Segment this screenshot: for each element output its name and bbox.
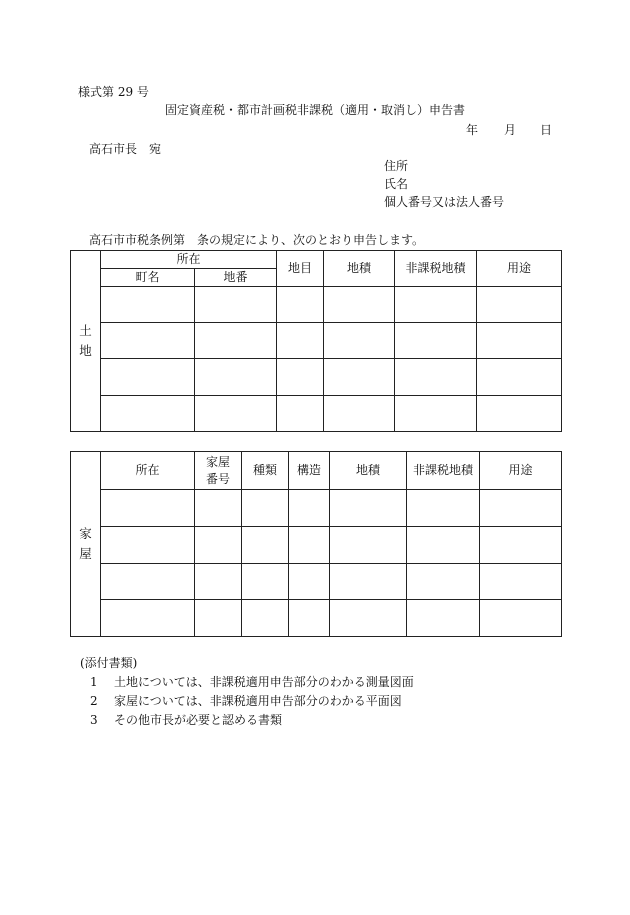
- house-cell[interactable]: [289, 564, 330, 600]
- land-location-header: 所在: [101, 251, 277, 269]
- house-use-header: 用途: [480, 452, 562, 490]
- house-area-header: 地積: [330, 452, 407, 490]
- land-side-label: 土 地: [71, 251, 101, 432]
- land-use-header: 用途: [477, 251, 562, 287]
- land-row: [71, 396, 562, 432]
- attachment-text: その他市長が必要と認める書類: [114, 713, 283, 727]
- date-year-label: 年: [466, 123, 479, 137]
- house-cell[interactable]: [289, 600, 330, 637]
- house-cell[interactable]: [101, 600, 195, 637]
- attachment-number: 3: [90, 713, 98, 727]
- land-cell[interactable]: [101, 396, 195, 432]
- house-row: [71, 490, 562, 527]
- land-row: [71, 287, 562, 323]
- date-day-label: 日: [540, 123, 553, 137]
- document-title: 固定資産税・都市計画税非課税（適用・取消し）申告書: [165, 103, 466, 117]
- land-cell[interactable]: [395, 323, 477, 359]
- house-row: [71, 564, 562, 600]
- land-exempt-area-header: 非課税地積: [395, 251, 477, 287]
- land-cell[interactable]: [477, 287, 562, 323]
- land-cell[interactable]: [395, 359, 477, 396]
- house-type-header: 種類: [242, 452, 289, 490]
- land-table: [70, 250, 562, 432]
- house-side-label: 家 屋: [71, 452, 101, 637]
- house-cell[interactable]: [289, 490, 330, 527]
- land-cell[interactable]: [277, 396, 324, 432]
- name-label: 氏名: [384, 177, 409, 191]
- land-cell[interactable]: [324, 287, 395, 323]
- land-cell[interactable]: [477, 323, 562, 359]
- house-cell[interactable]: [195, 490, 242, 527]
- house-cell[interactable]: [480, 600, 562, 637]
- house-cell[interactable]: [242, 600, 289, 637]
- land-cell[interactable]: [101, 323, 195, 359]
- house-cell[interactable]: [242, 490, 289, 527]
- land-cell[interactable]: [195, 396, 277, 432]
- house-cell[interactable]: [330, 564, 407, 600]
- land-cell[interactable]: [324, 359, 395, 396]
- land-cell[interactable]: [101, 287, 195, 323]
- form-number: 様式第 29 号: [78, 85, 149, 99]
- house-cell[interactable]: [195, 527, 242, 564]
- address-label: 住所: [384, 159, 409, 173]
- house-cell[interactable]: [195, 564, 242, 600]
- house-cell[interactable]: [480, 527, 562, 564]
- attachment-text: 家屋については、非課税適用申告部分のわかる平面図: [114, 694, 402, 708]
- land-cell[interactable]: [277, 287, 324, 323]
- land-cell[interactable]: [195, 359, 277, 396]
- house-exempt-area-header: 非課税地積: [407, 452, 480, 490]
- attachments-heading: (添付書類): [80, 656, 138, 670]
- land-cell[interactable]: [277, 323, 324, 359]
- house-cell[interactable]: [407, 490, 480, 527]
- land-row: [71, 359, 562, 396]
- house-cell[interactable]: [480, 490, 562, 527]
- house-cell[interactable]: [407, 527, 480, 564]
- land-cell[interactable]: [101, 359, 195, 396]
- land-cell[interactable]: [477, 396, 562, 432]
- house-cell[interactable]: [480, 564, 562, 600]
- id-number-label: 個人番号又は法人番号: [384, 195, 505, 209]
- land-category-header: 地目: [277, 251, 324, 287]
- house-cell[interactable]: [330, 600, 407, 637]
- house-cell[interactable]: [101, 527, 195, 564]
- intro-text: 高石市市税条例第 条の規定により、次のとおり申告します。: [89, 233, 425, 247]
- land-cell[interactable]: [195, 323, 277, 359]
- land-cell[interactable]: [277, 359, 324, 396]
- land-cell[interactable]: [195, 287, 277, 323]
- land-town-header: 町名: [101, 269, 195, 287]
- land-cell[interactable]: [477, 359, 562, 396]
- house-cell[interactable]: [242, 527, 289, 564]
- house-cell[interactable]: [407, 564, 480, 600]
- land-area-header: 地積: [324, 251, 395, 287]
- attachment-number: 2: [90, 694, 98, 708]
- land-cell[interactable]: [395, 287, 477, 323]
- land-row: [71, 323, 562, 359]
- house-cell[interactable]: [289, 527, 330, 564]
- house-location-header: 所在: [101, 452, 195, 490]
- date-month-label: 月: [504, 123, 517, 137]
- land-cell[interactable]: [324, 323, 395, 359]
- attachment-text: 土地については、非課税適用申告部分のわかる測量図面: [114, 675, 414, 689]
- house-number-header: 家屋 番号: [195, 452, 242, 490]
- house-row: [71, 527, 562, 564]
- house-table: [70, 451, 562, 637]
- land-cell[interactable]: [395, 396, 477, 432]
- house-cell[interactable]: [407, 600, 480, 637]
- house-cell[interactable]: [330, 527, 407, 564]
- house-cell[interactable]: [242, 564, 289, 600]
- addressee: 高石市長 宛: [89, 142, 162, 156]
- land-lot-header: 地番: [195, 269, 277, 287]
- house-cell[interactable]: [101, 564, 195, 600]
- land-cell[interactable]: [324, 396, 395, 432]
- attachment-number: 1: [90, 675, 98, 689]
- house-cell[interactable]: [195, 600, 242, 637]
- house-cell[interactable]: [101, 490, 195, 527]
- house-row: [71, 600, 562, 637]
- house-cell[interactable]: [330, 490, 407, 527]
- house-structure-header: 構造: [289, 452, 330, 490]
